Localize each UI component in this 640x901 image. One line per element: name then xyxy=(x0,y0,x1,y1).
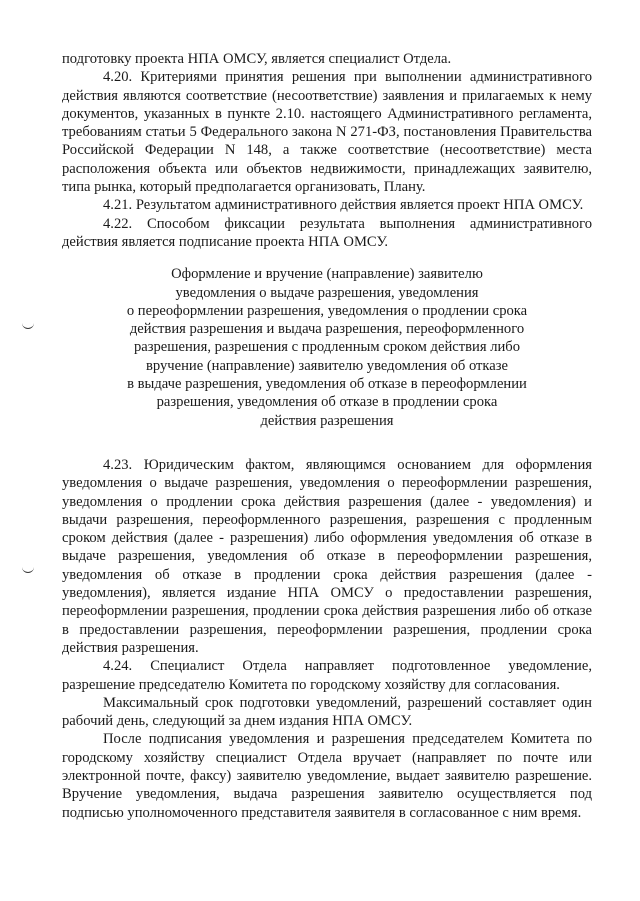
heading-line: уведомления о выдаче разрешения, уведомления xyxy=(175,284,479,301)
paragraph-4-21: 4.21. Результатом административного действия является проект НПА ОМСУ. xyxy=(103,197,584,214)
heading-line: вручение (направление) заявителю уведомления об отказе xyxy=(145,357,509,374)
section-heading xyxy=(62,265,592,430)
paragraph-max-term: Максимальный срок подготовки уведомлений, разрешений составляет один рабочий день, следующий за днем издания НПА ОМСУ. xyxy=(62,694,592,730)
paragraph-4-20: 4.20. Критериями принятия решения при выполнении административного действия являются соответствие (несоответствие) заявления и прилагаемых к нему документов, указанных в пункте 2.10. настоящего Административного регламента, требованиям статьи 5 Федерального закона N 271-ФЗ, постановления Правительства Российской Федерации N 148, а также соответствие (несоответствие) места расположения объекта или объектов недвижимости, принадлежащих заявителю, типа рынка, который предполагается организовать, Плану. xyxy=(62,69,592,196)
heading-line: в выдаче разрешения, уведомления об отказе в переоформлении xyxy=(127,376,527,393)
paragraph-continuation: подготовку проекта НПА ОМСУ, является специалист Отдела. xyxy=(62,51,452,67)
heading-line: действия разрешения и выдача разрешения, переоформленного xyxy=(129,321,525,338)
heading-line: действия разрешения xyxy=(260,412,394,429)
paragraph-4-24: 4.24. Специалист Отдела направляет подготовленное уведомление, разрешение председателю Комитета по городскому хозяйству для согласования. xyxy=(62,658,592,693)
paragraph-delivery: После подписания уведомления и разрешения председателем Комитета по городскому хозяйству специалист Отдела вручает (направляет по почте или электронной почте, факсу) заявителю уведомление, выдает заявителю разрешение. Вручение уведомления, выдача разрешения заявителю осуществляется под подписью уполномоченного представителя заявителя в согласованное с ним время. xyxy=(62,731,592,821)
document-page xyxy=(62,50,592,822)
heading-line: о переоформлении разрешения, уведомления о продлении срока xyxy=(126,302,528,319)
paragraph-4-23: 4.23. Юридическим фактом, являющимся основанием для оформления уведомления о выдаче разрешения, уведомления о переоформлении разрешения, уведомления о продлении срока действия разрешения (далее - уведомления) и выдачи разрешения, переоформленного разрешения, разрешения с продленным сроком действия (далее - разрешения) либо оформления уведомления об отказе в выдаче разрешения, уведомления об отказе в переоформлении разрешения, уведомления об отказе в продлении срока действия разрешения (далее - уведомления), является издание НПА ОМСУ о предоставлении разрешения, переоформлении разрешения, продлении срока действия разрешения либо об отказе в предоставлении разрешения, переоформлении разрешения, продлении срока действия разрешения. xyxy=(62,456,592,656)
heading-line: разрешения, разрешения с продленным сроком действия либо xyxy=(133,339,521,356)
heading-line: разрешения, уведомления об отказе в продлении срока xyxy=(156,394,498,411)
heading-line: Оформление и вручение (направление) заявителю xyxy=(171,266,483,283)
margin-hole-mark-upper xyxy=(22,322,34,329)
margin-hole-mark-lower xyxy=(22,566,34,573)
paragraph-4-22: 4.22. Способом фиксации результата выполнения административного действия является подписание проекта НПА ОМСУ. xyxy=(62,215,592,250)
